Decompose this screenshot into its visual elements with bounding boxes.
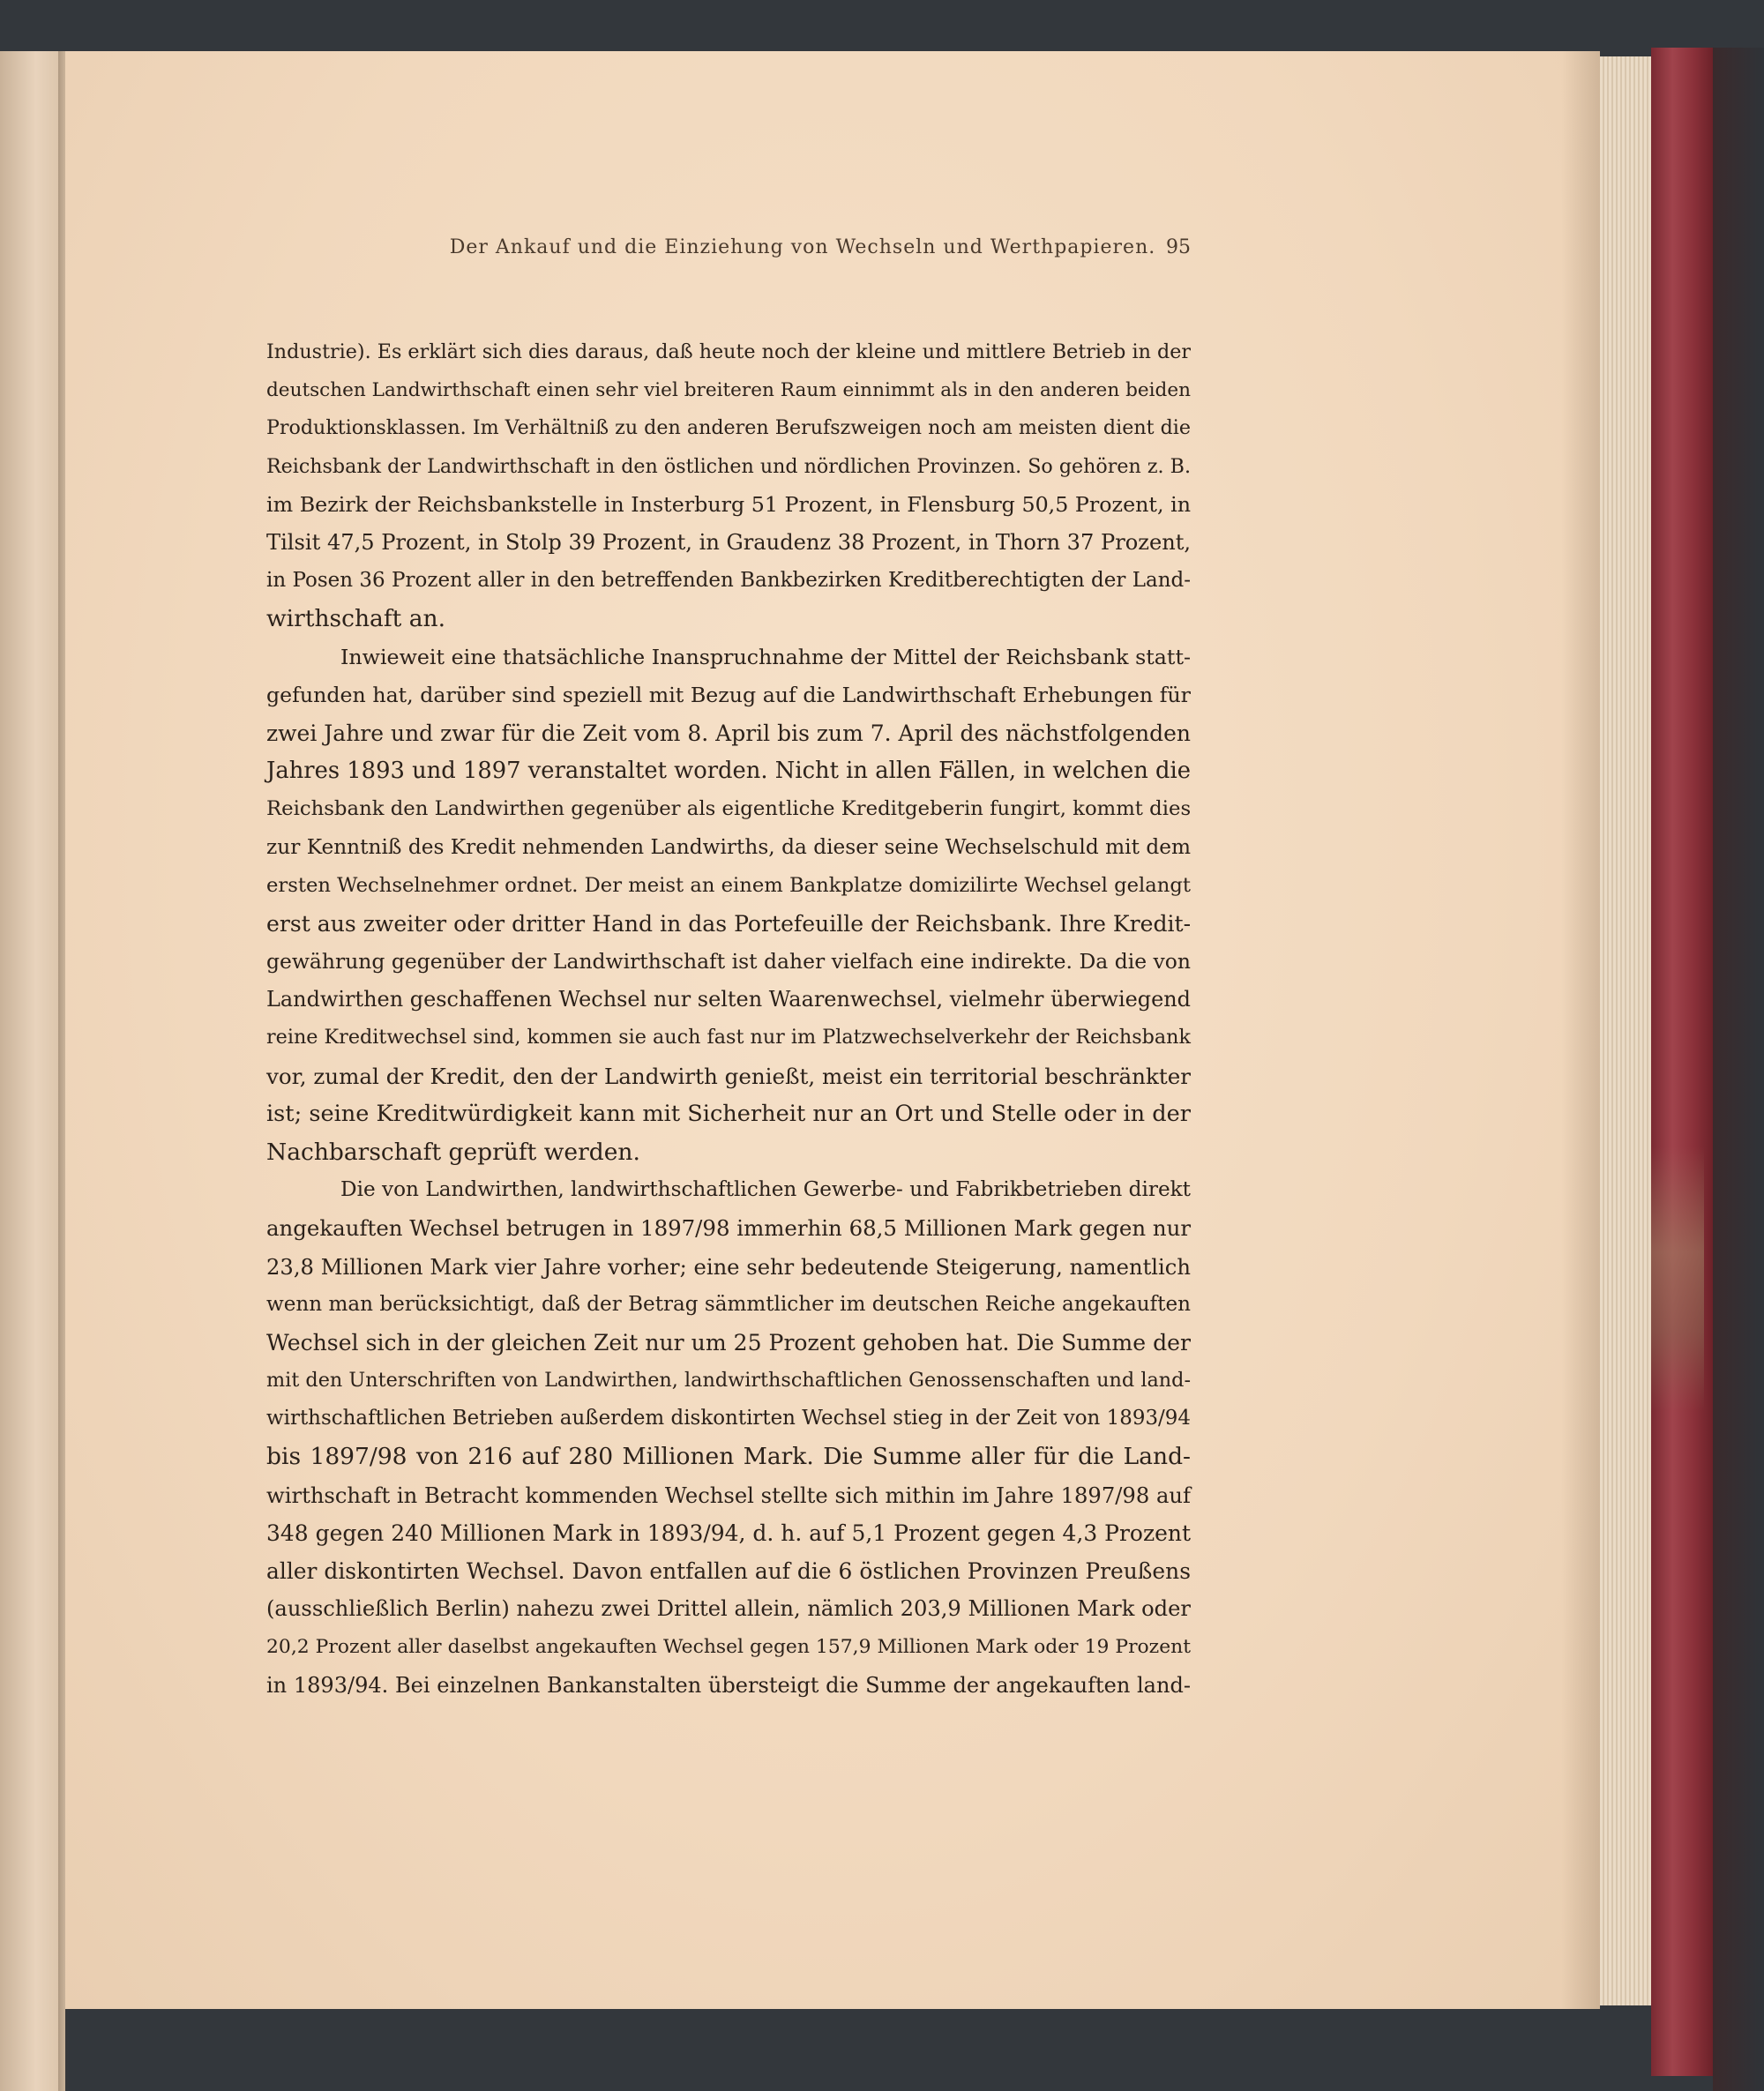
text-line: angekauften Wechsel betrugen in 1897/98 immerhin 68,5 Millionen Mark gegen nur bbox=[266, 1215, 1191, 1242]
binding-wear bbox=[1651, 1146, 1704, 1411]
text-line: deutschen Landwirthschaft einen sehr viel breiteren Raum einnimmt als in den anderen beiden bbox=[266, 379, 1191, 402]
text-line: Reichsbank den Landwirthen gegenüber als eigentliche Kreditgeberin fungirt, kommt dies bbox=[266, 797, 1192, 821]
text-line: gewährung gegenüber der Landwirthschaft ist daher vielfach eine indirekte. Da die von bbox=[266, 949, 1191, 974]
text-line: 348 gegen 240 Millionen Mark in 1893/94, d. h. auf 5,1 Prozent gegen 4,3 Prozent bbox=[266, 1520, 1191, 1546]
text-line: reine Kreditwechsel sind, kommen sie auch fast nur im Platzwechselverkehr der Reichsbank bbox=[266, 1026, 1191, 1049]
text-line: 20,2 Prozent aller daselbst angekauften Wechsel gegen 157,9 Millionen Mark oder 19 Prozent bbox=[266, 1636, 1191, 1659]
text-line: Inwieweit eine thatsächliche Inanspruchnahme der Mittel der Reichsbank statt- bbox=[340, 644, 1191, 669]
page-edge-shadow bbox=[1561, 51, 1600, 2009]
text-line: ist; seine Kreditwürdigkeit kann mit Sicherheit nur an Ort und Stelle oder in der bbox=[266, 1100, 1191, 1127]
book-binding bbox=[1651, 48, 1713, 2076]
text-line: Wechsel sich in der gleichen Zeit nur um 25 Prozent gehoben hat. Die Summe der bbox=[266, 1329, 1191, 1355]
text-line: wirthschaftlichen Betrieben außerdem diskontirten Wechsel stieg in der Zeit von 1893/94 bbox=[266, 1407, 1191, 1430]
text-line: Produktionsklassen. Im Verhältniß zu den anderen Berufszweigen noch am meisten dient die bbox=[266, 416, 1191, 440]
text-line: aller diskontirten Wechsel. Davon entfallen auf die 6 östlichen Provinzen Preußens bbox=[266, 1558, 1191, 1584]
text-line: im Bezirk der Reichsbankstelle in Insterburg 51 Prozent, in Flensburg 50,5 Prozent, in bbox=[266, 491, 1191, 517]
running-head: Der Ankauf und die Einziehung von Wechseln und Werthpapieren. bbox=[449, 236, 1156, 258]
text-line: Nachbarschaft geprüft werden. bbox=[266, 1138, 640, 1166]
binding-shadow bbox=[1713, 48, 1764, 2091]
text-line: zwei Jahre und zwar für die Zeit vom 8. April bis zum 7. April des nächstfolgenden bbox=[266, 720, 1191, 746]
text-line: wenn man berücksichtigt, daß der Betrag sämmtlicher im deutschen Reiche angekauften bbox=[266, 1292, 1191, 1316]
text-line: mit den Unterschriften von Landwirthen, landwirthschaftlichen Genossenschaften und land- bbox=[266, 1369, 1191, 1393]
text-line: zur Kenntniß des Kredit nehmenden Landwirths, da dieser seine Wechselschuld mit dem bbox=[266, 835, 1191, 860]
text-line: Industrie). Es erklärt sich dies daraus, daß heute noch der kleine und mittlere Betrieb in der bbox=[266, 340, 1191, 363]
text-line: wirthschaft an. bbox=[266, 605, 446, 633]
page-stack-edge bbox=[1600, 56, 1651, 2005]
body-text bbox=[266, 333, 1191, 1705]
text-line: Landwirthen geschaffenen Wechsel nur selten Waarenwechsel, vielmehr überwiegend bbox=[266, 987, 1191, 1012]
text-line: Die von Landwirthen, landwirthschaftlichen Gewerbe- und Fabrikbetrieben direkt bbox=[340, 1178, 1191, 1202]
text-line: erst aus zweiter oder dritter Hand in das Portefeuille der Reichsbank. Ihre Kredit- bbox=[266, 910, 1192, 937]
text-line: (ausschließlich Berlin) nahezu zwei Drittel allein, nämlich 203,9 Millionen Mark oder bbox=[266, 1596, 1191, 1622]
text-line: gefunden hat, darüber sind speziell mit Bezug auf die Landwirthschaft Erhebungen für bbox=[266, 682, 1191, 707]
page-number: 95 bbox=[1166, 236, 1191, 258]
text-line: Jahres 1893 und 1897 veranstaltet worden. Nicht in allen Fällen, in welchen die bbox=[266, 758, 1191, 785]
text-line: Reichsbank der Landwirthschaft in den östlichen und nördlichen Provinzen. So gehören z. B. bbox=[266, 454, 1191, 478]
text-line: vor, zumal der Kredit, den der Landwirth genießt, meist ein territorial beschränkter bbox=[266, 1063, 1191, 1089]
text-line: in Posen 36 Prozent aller in den betreffenden Bankbezirken Kreditberechtigten der Land- bbox=[266, 569, 1191, 593]
left-page-edge bbox=[0, 51, 65, 2091]
text-line: wirthschaft in Betracht kommenden Wechsel stellte sich mithin im Jahre 1897/98 auf bbox=[266, 1482, 1191, 1508]
text-line: bis 1897/98 von 216 auf 280 Millionen Mark. Die Summe aller für die Land- bbox=[266, 1443, 1191, 1471]
text-line: 23,8 Millionen Mark vier Jahre vorher; eine sehr bedeutende Steigerung, namentlich bbox=[266, 1253, 1191, 1280]
text-line: ersten Wechselnehmer ordnet. Der meist an einem Bankplatze domizilirte Wechsel gelangt bbox=[266, 873, 1191, 897]
text-line: in 1893/94. Bei einzelnen Bankanstalten übersteigt die Summe der angekauften land- bbox=[266, 1672, 1191, 1698]
text-line: Tilsit 47,5 Prozent, in Stolp 39 Prozent, in Graudenz 38 Prozent, in Thorn 37 Prozent, bbox=[266, 529, 1192, 555]
